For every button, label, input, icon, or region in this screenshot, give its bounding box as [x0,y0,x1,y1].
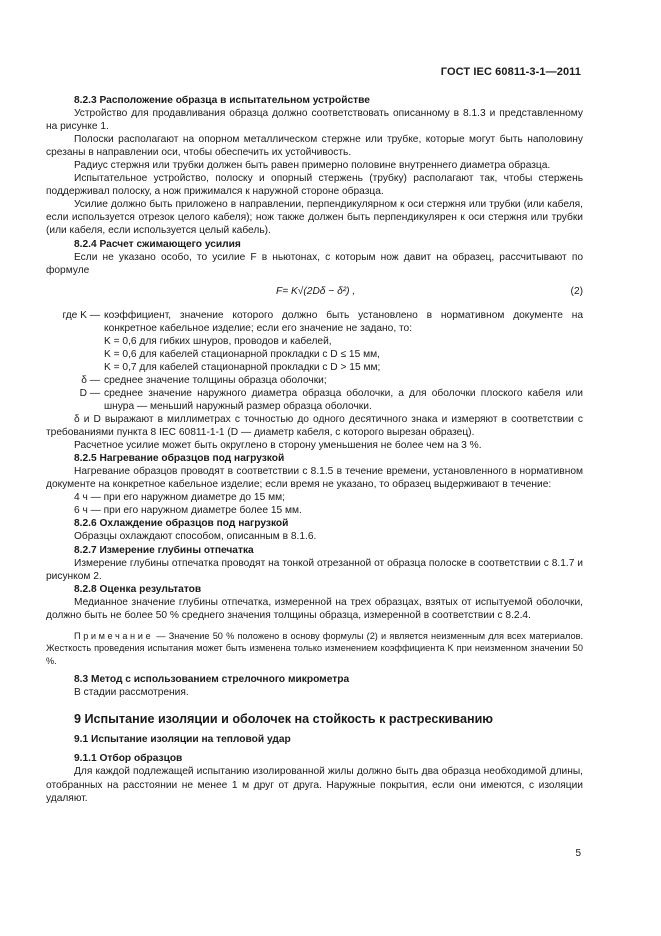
note-text: — Значение 50 % положено в основу формулы (2) и является неизменным для всех материалов. Жесткость проведения испытания может быть изменена только изменением коэффициента K при неизменном значении 50 %. [46,630,583,666]
definition-d [46,387,583,413]
definition-term: D — [79,387,100,399]
definition-delta [46,374,583,387]
time-item: 4 ч — при его наружном диаметре до 15 мм; [74,492,285,504]
section-9-1-heading: 9.1 Испытание изоляции на тепловой удар [74,734,291,746]
section-8-2-6-heading: 8.2.6 Охлаждение образцов под нагрузкой [74,518,289,530]
definition-text: среднее значение толщины образца оболочки; [104,374,327,386]
paragraph: Усилие должно быть приложено в направлении, перпендикулярном к оси стержня или трубки (или кабеля, если используется отрезок целого кабеля); нож также должен быть перпендикулярен к оси стержня или трубки (или кабеля, если используется целый кабель). [46,199,583,237]
paragraph: δ и D выражают в миллиметрах с точностью до одного десятичного знака и измеряют в соответствии с требованиями пункта 8 IEC 60811-1-1 (D — диаметр кабеля, с которого вырезан образец). [46,414,583,439]
section-8-2-4-heading: 8.2.4 Расчет сжимающего усилия [74,238,241,250]
section-9-1-1-heading: 9.1.1 Отбор образцов [74,753,183,765]
definition-term: δ — [81,374,100,386]
section-8-2-7-heading: 8.2.7 Измерение глубины отпечатка [74,544,254,556]
formula: F= K√(2Dδ − δ²) , [276,285,356,297]
paragraph: Устройство для продавливания образца должно соответствовать описанному в 8.1.3 и представленному на рисунке 1. [46,108,583,133]
document-body [46,94,583,805]
paragraph: Образцы охлаждают способом, описанным в 8.1.6. [74,531,317,543]
formula-block [46,279,583,307]
section-9-heading: 9 Испытание изоляции и оболочек на стойкость к растрескиванию [74,712,494,727]
page-number: 5 [575,848,581,859]
note-label: Примечание [74,630,154,641]
definition-k [46,309,583,335]
paragraph: Медианное значение глубины отпечатка, измеренной на трех образцах, взятых от испытуемой оболочки, должно быть не более 50 % среднего значения толщины образца, измеренной в соответствии с 8.2.4. [46,596,583,621]
paragraph: Нагревание образцов проводят в соответствии с 8.1.5 в течение времени, установленного в нормативном документе на конкретное кабельное изделие; если время не указано, то образец выдерживают в течение: [46,466,583,491]
paragraph: Испытательное устройство, полоску и опорный стержень (трубку) располагают так, чтобы стержень поддерживал полоску, а нож прижимался к наружной стороне образца. [46,173,583,198]
paragraph: Расчетное усилие может быть округлено в сторону уменьшения не более чем на 3 %. [74,440,482,452]
paragraph: Если не указано особо, то усилие F в ньютонах, с которым нож давит на образец, рассчитывают по формуле [46,251,583,276]
definition-text: коэффициент, значение которого должно быть установлено в нормативном документе на конкретное кабельное изделие; если его значение не задано, то: [104,309,583,334]
note [46,630,583,668]
k-value: K = 0,6 для гибких шнуров, проводов и кабелей, [104,335,332,347]
paragraph: Радиус стержня или трубки должен быть равен примерно половине внутреннего диаметра образца. [74,160,551,172]
paragraph: В стадии рассмотрения. [74,687,189,699]
section-8-2-5-heading: 8.2.5 Нагревание образцов под нагрузкой [74,453,285,465]
paragraph: Полоски располагают на опорном металлическом стержне или трубке, которые могут быть наполовину срезаны в направлении оси, чтобы обеспечить их устойчивость. [46,134,583,159]
formula-number: (2) [570,285,583,297]
definition-text: среднее значение наружного диаметра образца оболочки, а для оболочки плоского кабеля или шнура — меньший наружный размер образца оболочки. [104,387,583,412]
section-8-3-heading: 8.3 Метод с использованием стрелочного микрометра [74,674,350,686]
time-item: 6 ч — при его наружном диаметре более 15 мм. [74,505,302,517]
k-value-line [46,361,583,374]
section-8-2-8-heading: 8.2.8 Оценка результатов [74,583,202,595]
k-value: K = 0,7 для кабелей стационарной прокладки с D > 15 мм; [104,361,381,373]
section-8-2-3-heading: 8.2.3 Расположение образца в испытательном устройстве [74,95,370,106]
k-value-line [46,348,583,361]
k-value: K = 0,6 для кабелей стационарной прокладки с D ≤ 15 мм, [104,348,380,360]
paragraph: Для каждой подлежащей испытанию изолированной жилы должно быть два образца необходимой длины, отобранных на расстоянии не менее 1 м друг от друга. Наружные покрытия, если они имеются, с изоляции удаляют. [46,766,583,804]
document-code-header: ГОСТ IEC 60811-3-1—2011 [440,66,581,78]
definition-term: где K — [62,309,100,321]
k-value-line [46,335,583,348]
paragraph: Измерение глубины отпечатка проводят на тонкой отрезанной от образца полоске в соответствии с 8.1.7 и рисунком 2. [46,557,583,582]
